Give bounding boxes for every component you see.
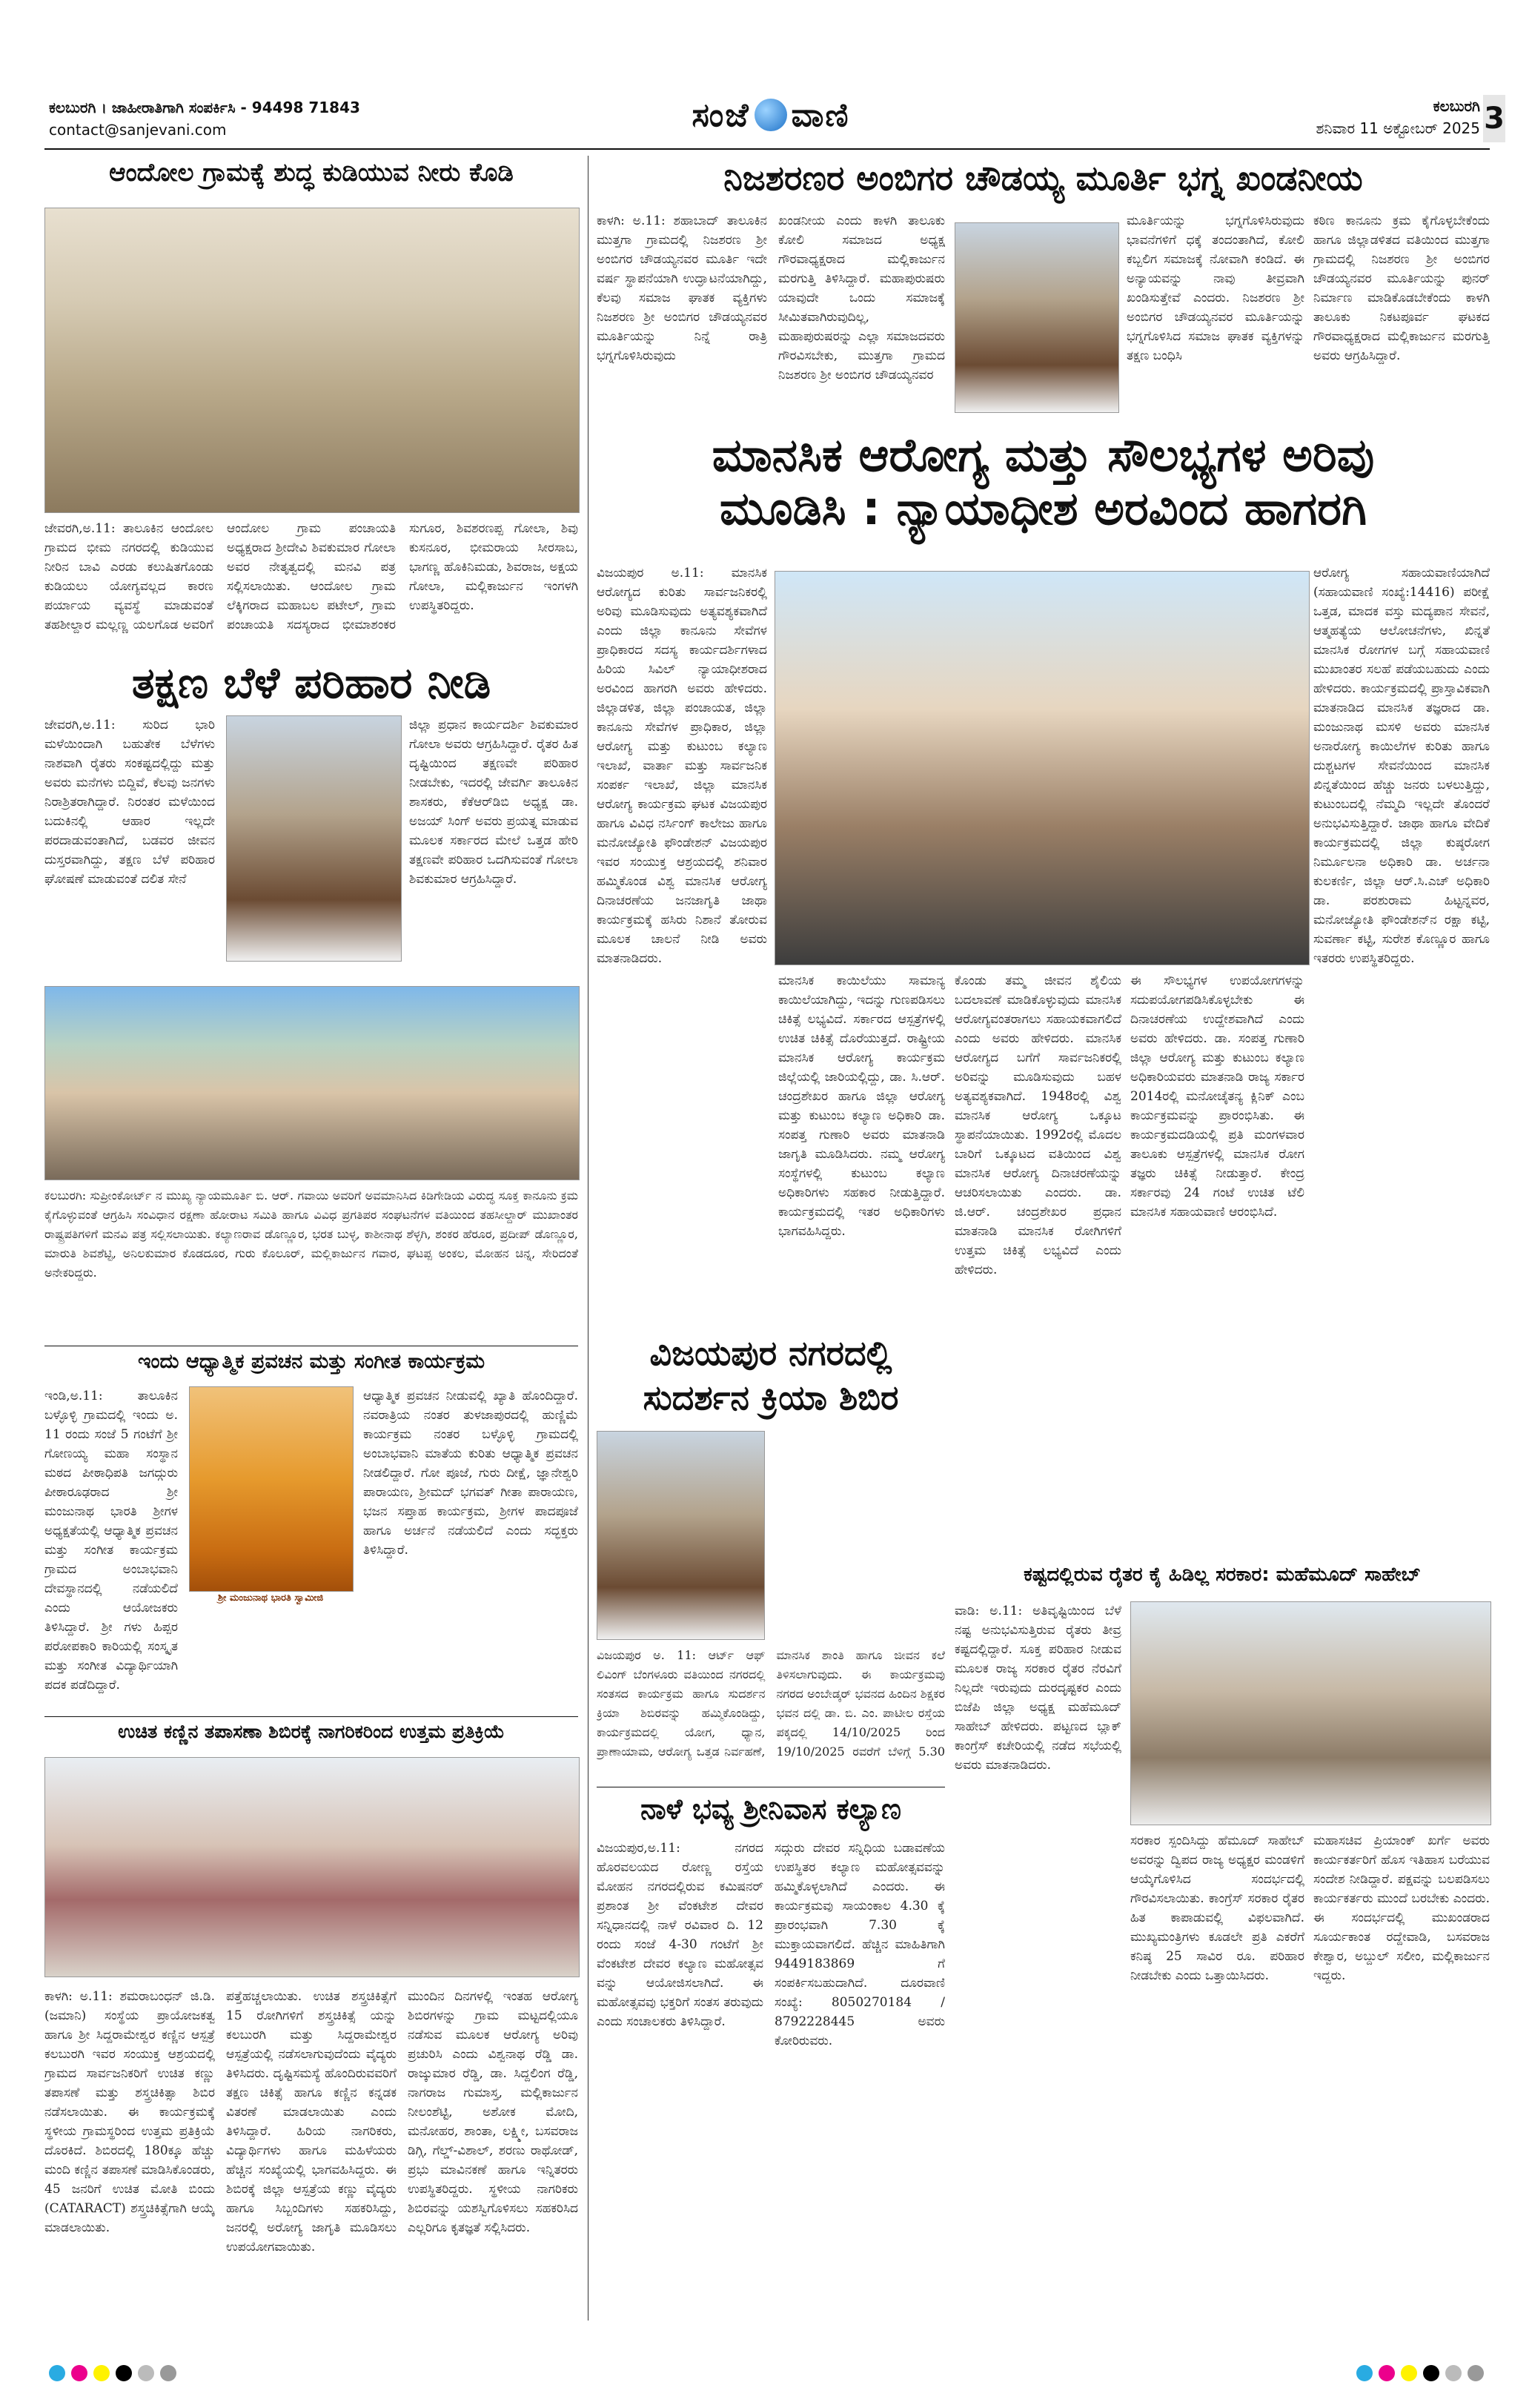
header-email: contact@sanjevani.com [49, 121, 227, 139]
statue-headline: ನಿಜಶರಣರ ಅಂಬಿಗರ ಚೌಡಯ್ಯ ಮೂರ್ತಿ ಭಗ್ನ ಖಂಡನೀಯ [723, 158, 1363, 198]
farmers-photo [1130, 1601, 1491, 1825]
black-dot [1423, 2365, 1439, 2381]
water-headline: ಆಂದೋಲ ಗ್ರಾಮಕ್ಕೆ ಶುದ್ಧ ಕುಡಿಯುವ ನೀರು ಕೊಡಿ [109, 158, 514, 188]
eye-camp-headline: ಉಚಿತ ಕಣ್ಣಿನ ತಪಾಸಣಾ ಶಿಬಿರಕ್ಕೆ ನಾಗರಿಕರಿಂದ ಉತ್ತಮ ಪ್ರತಿಕ್ರಿಯೆ [118, 1721, 505, 1742]
registration-dots-left [49, 2365, 176, 2381]
spiritual-body-right: ಆಧ್ಯಾತ್ಮಿಕ ಪ್ರವಚನ ನೀಡುವಲ್ಲಿ ಖ್ಯಾತಿ ಹೊಂದಿದ್ದಾರೆ. ನವರಾತ್ರಿಯ ನಂತರ ತುಳಜಾಪುರದಲ್ಲಿ ಹುಣ್ಣಿಮೆ ಕಾರ್ಯಕ್ರಮ ನಂತರ ಬಳ್ಳೊಳ್ಳಿ ಗ್ರಾಮದಲ್ಲಿ ಅಂಬಾಭವಾನಿ ಮಾತೆಯ ಕುರಿತು ಆಧ್ಯಾತ್ಮಿಕ ಪ್ರವಚನ ನೀಡಲಿದ್ದಾರೆ. ಗೋ ಪೂಜೆ, ಗುರು ದೀಕ್ಷೆ, ಜ್ಞಾನೇಶ್ವರಿ ಪಾರಾಯಣ, ಶ್ರೀಮದ್ ಭಗವತ್ ಗೀತಾ ಪಾರಾಯಣ, ಭಜನ ಸಪ್ತಾಹ ಕಾರ್ಯಕ್ರಮ, ಶ್ರೀಗಳ ಪಾದಪೂಜೆ ಹಾಗೂ ಅರ್ಚನೆ ನಡೆಯಲಿದೆ ಎಂದು ಸದ್ಭಕ್ತರು ತಿಳಿಸಿದ್ದಾರೆ. [363, 1389, 578, 1558]
drought-body-right: ಜಿಲ್ಲಾ ಪ್ರಧಾನ ಕಾರ್ಯದರ್ಶಿ ಶಿವಕುಮಾರ ಗೋಲಾ ಅವರು ಆಗ್ರಹಿಸಿದ್ದಾರೆ. ರೈತರ ಹಿತ ದೃಷ್ಟಿಯಿಂದ ತಕ್ಷಣವೇ ಪರಿಹಾರ ನೀಡಬೇಕು, ಇದರಲ್ಲಿ ಜೇವರ್ಗಿ ತಾಲೂಕಿನ ಶಾಸಕರು, ಕೆಕೆಆರ್‌ಡಿಬಿ ಅಧ್ಯಕ್ಷ ಡಾ. ಅಜಯ್ ಸಿಂಗ್ ಅವರು ಪ್ರಯತ್ನ ಮಾಡುವ ಮೂಲಕ ಸರ್ಕಾರದ ಮೇಲೆ ಒತ್ತಡ ಹೇರಿ ತಕ್ಷಣವೇ ಪರಿಹಾರ ಒದಗಿಸುವಂತೆ ಗೋಲಾ ಶಿವಕುಮಾರ ಆಗ್ರಹಿಸಿದ್ದಾರೆ. [409, 718, 578, 887]
eye-camp-body-col1: ಕಾಳಗಿ: ಅ.11: ಶಮರಾಬಂಧನ್ ಜಿ.ಡಿ. (ಜಮಾನಿ) ಸಂಸ್ಥೆಯ ಪ್ರಾಯೋಜಕತ್ವ ಹಾಗೂ ಶ್ರೀ ಸಿದ್ದರಾಮೇಶ್ವರ ಕಣ್ಣಿನ ಆಸ್ಪತ್ರೆ ಕಲಬುರಗಿ ಇವರ ಸಂಯುಕ್ತ ಆಶ್ರಯದಲ್ಲಿ ಗ್ರಾಮದ ಸಾರ್ವಜನಿಕರಿಗೆ ಉಚಿತ ಕಣ್ಣು ತಪಾಸಣೆ ಮತ್ತು ಶಸ್ತ್ರಚಿಕಿತ್ಸಾ ಶಿಬಿರ ನಡೆಸಲಾಯಿತು. ಈ ಕಾರ್ಯಕ್ರಮಕ್ಕೆ ಸ್ಥಳೀಯ ಗ್ರಾಮಸ್ಥರಿಂದ ಉತ್ತಮ ಪ್ರತಿಕ್ರಿಯೆ ದೊರಕಿದೆ. ಶಿಬಿರದಲ್ಲಿ 180ಕ್ಕೂ ಹೆಚ್ಚು ಮಂದಿ ಕಣ್ಣಿನ ತಪಾಸಣೆ ಮಾಡಿಸಿಕೊಂಡರು, 45 ಜನರಿಗೆ ಉಚಿತ ಮೋತಿ ಬಿಂದು (CATARACT) ಶಸ್ತ್ರಚಿಕಿತ್ಸೆಗಾಗಿ ಆಯ್ಕೆ ಮಾಡಲಾಯಿತು. [44, 1989, 215, 2235]
statue-body-col4: ಕಠಿಣ ಕಾನೂನು ಕ್ರಮ ಕೈಗೊಳ್ಳಬೇಕೆಂದು ಹಾಗೂ ಜಿಲ್ಲಾಡಳಿತದ ವತಿಯಿಂದ ಮುತ್ತಗಾ ಗ್ರಾಮದಲ್ಲಿ ನಿಜಶರಣ ಶ್ರೀ ಅಂಬಿಗರ ಚೌಡಯ್ಯನವರ ಮೂರ್ತಿಯನ್ನು ಪುನರ್ ನಿರ್ಮಾಣ ಮಾಡಿಕೊಡಬೇಕೆಂದು ಕಾಳಗಿ ತಾಲೂಕು ನಿಕಟಪೂರ್ವ ಘಟಕದ ಗೌರವಾಧ್ಯಕ್ಷರಾದ ಮಲ್ಲಿಕಾರ್ಜುನ ಮರಗುತ್ತಿ ಅವರು ಆಗ್ರಹಿಸಿದ್ದಾರೆ. [1313, 214, 1490, 363]
saint-photo [189, 1386, 354, 1592]
header-rule [44, 148, 1490, 150]
header-left [49, 96, 360, 141]
statue-portrait [955, 222, 1119, 413]
header-date: ಶನಿವಾರ 11 ಅಕ್ಟೋಬರ್ 2025 [1316, 119, 1480, 137]
mental-health-mid1: ಮಾನಸಿಕ ಕಾಯಿಲೆಯು ಸಾಮಾನ್ಯ ಕಾಯಿಲೆಯಾಗಿದ್ದು, ಇದನ್ನು ಗುಣಪಡಿಸಲು ಚಿಕಿತ್ಸೆ ಲಭ್ಯವಿದೆ. ಸರ್ಕಾರದ ಆಸ್ಪತ್ರೆಗಳಲ್ಲಿ ಉಚಿತ ಚಿಕಿತ್ಸೆ ದೊರೆಯುತ್ತದೆ. ರಾಷ್ಟ್ರೀಯ ಮಾನಸಿಕ ಆರೋಗ್ಯ ಕಾರ್ಯಕ್ರಮ ಜಿಲ್ಲೆಯಲ್ಲಿ ಜಾರಿಯಲ್ಲಿದ್ದು, ಡಾ. ಸಿ.ಆರ್. ಚಂದ್ರಶೇಖರ ಹಾಗೂ ಜಿಲ್ಲಾ ಆರೋಗ್ಯ ಮತ್ತು ಕುಟುಂಬ ಕಲ್ಯಾಣ ಅಧಿಕಾರಿ ಡಾ. ಸಂಪತ್ತ ಗುಣಾರಿ ಅವರು ಮಾತನಾಡಿ ಜಾಗೃತಿ ಮೂಡಿಸಿದರು. ನಮ್ಮ ಆರೋಗ್ಯ ಸಂಸ್ಥೆಗಳಲ್ಲಿ ಕುಟುಂಬ ಕಲ್ಯಾಣ ಅಧಿಕಾರಿಗಳು ಸಹಕಾರ ನೀಡುತ್ತಿದ್ದಾರೆ. ಕಾರ್ಯಕ್ರಮದಲ್ಲಿ ಇತರ ಅಧಿಕಾರಿಗಳು ಭಾಗವಹಿಸಿದ್ದರು. [778, 973, 945, 1239]
sudarshan-portrait [597, 1431, 765, 1640]
black-dot [116, 2365, 132, 2381]
yellow-dot [1401, 2365, 1417, 2381]
header-right [1316, 95, 1480, 139]
drought-body-left: ಜೇವರಗಿ,ಅ.11: ಸುರಿದ ಭಾರಿ ಮಳೆಯಿಂದಾಗಿ ಬಹುತೇಕ ಬೆಳೆಗಳು ನಾಶವಾಗಿ ರೈತರು ಸಂಕಷ್ಟದಲ್ಲಿದ್ದು ಮತ್ತು ಅವರು ಮನೆಗಳು ಬಿದ್ದಿವೆ, ಕೆಲವು ಜನಗಳು ನಿರಾಶ್ರಿತರಾಗಿದ್ದಾರೆ. ನಿರಂತರ ಮಳೆಯಿಂದ ಬದುಕಿನಲ್ಲಿ ಆಹಾರ ಇಲ್ಲದೇ ಪರದಾಡುವಂತಾಗಿದೆ, ಬಡವರ ಜೀವನ ದುಸ್ತರವಾಗಿದ್ದು, ತಕ್ಷಣ ಬೆಳೆ ಪರಿಹಾರ ಘೋಷಣೆ ಮಾಡುವಂತೆ ದಲಿತ ಸೇನೆ [44, 718, 215, 887]
grey-dot [1445, 2365, 1462, 2381]
mental-health-intro: ವಿಜಯಪುರ ಅ.11: ಮಾನಸಿಕ ಆರೋಗ್ಯದ ಕುರಿತು ಸಾರ್ವಜನಿಕರಲ್ಲಿ ಅರಿವು ಮೂಡಿಸುವುದು ಅತ್ಯವಶ್ಯಕವಾಗಿದೆ ಎಂದು ಜಿಲ್ಲಾ ಕಾನೂನು ಸೇವೆಗಳ ಪ್ರಾಧಿಕಾರದ ಸದಸ್ಯ ಕಾರ್ಯದರ್ಶಿಗಳಾದ ಹಿರಿಯ ಸಿವಿಲ್ ನ್ಯಾಯಾಧೀಶರಾದ ಅರವಿಂದ ಹಾಗರಗಿ ಅವರು ಹೇಳಿದರು. ಜಿಲ್ಲಾಡಳಿತ, ಜಿಲ್ಲಾ ಪಂಚಾಯತ, ಜಿಲ್ಲಾ ಕಾನೂನು ಸೇವೆಗಳ ಪ್ರಾಧಿಕಾರ, ಜಿಲ್ಲಾ ಆರೋಗ್ಯ ಮತ್ತು ಕುಟುಂಬ ಕಲ್ಯಾಣ ಇಲಾಖೆ, ವಾರ್ತಾ ಮತ್ತು ಸಾರ್ವಜನಿಕ ಸಂಪರ್ಕ ಇಲಾಖೆ, ಜಿಲ್ಲಾ ಮಾನಸಿಕ ಆರೋಗ್ಯ ಕಾರ್ಯಕ್ರಮ ಘಟಕ ವಿಜಯಪುರ ಹಾಗೂ ವಿವಿಧ ನರ್ಸಿಂಗ್ ಕಾಲೇಜು ಹಾಗೂ ಮನೋಜ್ಯೋತಿ ಫೌಂಡೇಶನ್ ವಿಜಯಪುರ ಇವರ ಸಂಯುಕ್ತ ಆಶ್ರಯದಲ್ಲಿ ಶನಿವಾರ ಹಮ್ಮಿಕೊಂಡ ವಿಶ್ವ ಮಾನಸಿಕ ಆರೋಗ್ಯ ದಿನಾಚರಣೆಯ ಜನಜಾಗೃತಿ ಜಾಥಾ ಕಾರ್ಯಕ್ರಮಕ್ಕೆ ಹಸಿರು ನಿಶಾನೆ ತೋರುವ ಮೂಲಕ ಚಾಲನೆ ನೀಡಿ ಅವರು ಮಾತನಾಡಿದರು. [597, 566, 767, 966]
rally-photo [775, 571, 1310, 965]
grey-dot [138, 2365, 154, 2381]
eye-camp-body-col3: ಮುಂದಿನ ದಿನಗಳಲ್ಲಿ ಇಂತಹ ಆರೋಗ್ಯ ಶಿಬಿರಗಳನ್ನು ಗ್ರಾಮ ಮಟ್ಟದಲ್ಲಿಯೂ ನಡೆಸುವ ಮೂಲಕ ಆರೋಗ್ಯ ಅರಿವು ಪ್ರಚುರಿಸಿ ಎಂದು ವಿಶ್ವನಾಥ ರೆಡ್ಡಿ ಡಾ. ರಾಜ್ಕುಮಾರ ರೆಡ್ಡಿ, ಡಾ. ಸಿದ್ದಲಿಂಗ ರೆಡ್ಡಿ, ನಾಗರಾಜ ಗುಮಾಸ್ತ, ಮಲ್ಲಿಕಾರ್ಜುನ ನೀಲಂಶೆಟ್ಟಿ, ಅಶೋಕ ಮೋದಿ, ಮನೋಹರ, ಶಾಂತಾ, ಲಕ್ಷ್ಮೀ, ಬಸವರಾಜ ಡಿಗ್ಗಿ, ಗೆಲ್ಡ್-ವಿಶಾಲ್, ಶರಣು ರಾಥೋಡ್, ಪ್ರಭು ಮಾವಿನಕಣೆ ಹಾಗೂ ಇನ್ನಿತರರು ಉಪಸ್ಥಿತರಿದ್ದರು. ಸ್ಥಳೀಯ ನಾಗರಿಕರು ಶಿಬಿರವನ್ನು ಯಶಸ್ವಿಗೊಳಿಸಲು ಸಹಕರಿಸಿದ ಎಲ್ಲರಿಗೂ ಕೃತಜ್ಞತೆ ಸಲ್ಲಿಸಿದರು. [408, 1989, 578, 2235]
farmers-body-col3: ಮಹಾಸಚಿವ ಪ್ರಿಯಾಂಕ್ ಖರ್ಗೆ ಅವರು ಕಾರ್ಯಕರ್ತರಿಗೆ ಹೊಸ ಇತಿಹಾಸ ಬರೆಯುವ ಸಂದೇಶ ನೀಡಿದ್ದಾರೆ. ಪಕ್ಷವನ್ನು ಬಲಪಡಿಸಲು ಕಾರ್ಯಕರ್ತರು ಮುಂದೆ ಬರಬೇಕು ಎಂದರು. ಈ ಸಂದರ್ಭದಲ್ಲಿ ಮುಖಂಡರಾದ ಸೂರ್ಯಕಾಂತ ರದ್ದೇವಾಡಿ, ಬಸವರಾಜ ಕೇಶ್ವಾರ, ಅಬ್ದುಲ್ ಸಲೀಂ, ಮಲ್ಲಿಕಾರ್ಜುನ ಇದ್ದರು. [1313, 1833, 1490, 1983]
saint-photo-caption: ಶ್ರೀ ಮಂಜುನಾಥ ಭಾರತಿ ಸ್ವಾಮೀಜಿ [217, 1592, 324, 1604]
spiritual-body-left: ಇಂಡಿ,ಅ.11: ತಾಲೂಕಿನ ಬಳ್ಳೊಳ್ಳಿ ಗ್ರಾಮದಲ್ಲಿ ಇಂದು ಅ. 11 ರಂದು ಸಂಜೆ 5 ಗಂಟೆಗೆ ಶ್ರೀ ಗೋಣಯ್ಯ ಮಹಾ ಸಂಸ್ಥಾನ ಮಠದ ಪೀಠಾಧಿಪತಿ ಜಗದ್ಗುರು ಪೀಠಾರೂಢರಾದ ಶ್ರೀ ಮಂಜುನಾಥ ಭಾರತಿ ಶ್ರೀಗಳ ಅಧ್ಯಕ್ಷತೆಯಲ್ಲಿ ಆಧ್ಯಾತ್ಮಿಕ ಪ್ರವಚನ ಮತ್ತು ಸಂಗೀತ ಕಾರ್ಯಕ್ರಮ ಗ್ರಾಮದ ಅಂಬಾಭವಾನಿ ದೇವಸ್ಥಾನದಲ್ಲಿ ನಡೆಯಲಿದೆ ಎಂದು ಆಯೋಜಕರು ತಿಳಿಸಿದ್ದಾರೆ. ಶ್ರೀ ಗಳು ಹಿಪ್ಪರ ಪರೋಪಕಾರಿ ಕಾರಿಯಲ್ಲಿ ಸಂಸ್ಕೃತ ಮತ್ತು ಸಂಗೀತ ವಿದ್ಯಾರ್ಥಿಯಾಗಿ ಪದಕ ಪಡೆದಿದ್ದಾರೆ. [44, 1389, 178, 1693]
magenta-dot [71, 2365, 87, 2381]
globe-icon [755, 99, 787, 131]
drought-portrait [226, 715, 402, 962]
srinivasa-headline: ನಾಳೆ ಭವ್ಯ ಶ್ರೀನಿವಾಸ ಕಲ್ಯಾಣ [640, 1793, 901, 1825]
magenta-dot [1379, 2365, 1395, 2381]
header-city: ಕಲಬುರಗಿ [1433, 97, 1480, 115]
srinivasa-body-col2: ಸದ್ಗುರು ದೇವರ ಸನ್ನಿಧಿಯ ಬಡಾವಣೆಯ ಉಪಸ್ಥಿತರ ಕಲ್ಯಾಣ ಮಹೋತ್ಸವವನ್ನು ಹಮ್ಮಿಕೊಳ್ಳಲಾಗಿದೆ ಎಂದರು. ಈ ಕಾರ್ಯಕ್ರಮವು ಸಾಯಂಕಾಲ 4.30 ಕ್ಕೆ ಪ್ರಾರಂಭವಾಗಿ 7.30 ಕ್ಕೆ ಮುಕ್ತಾಯವಾಗಲಿದೆ. ಹೆಚ್ಚಿನ ಮಾಹಿತಿಗಾಗಿ 9449183869 ಗೆ ಸಂಪರ್ಕಿಸಬಹುದಾಗಿದೆ. ದೂರವಾಣಿ ಸಂಖ್ಯೆ: 8050270184 / 8792228445 ಅವರು ಕೋರಿರುವರು. [775, 1841, 945, 2048]
header-contact: ಕಲಬುರಗಿ । ಜಾಹೀರಾತಿಗಾಗಿ ಸಂಪರ್ಕಿಸಿ - 94498 71843 [49, 99, 360, 116]
page-number: 3 [1483, 95, 1505, 142]
masthead-right: ವಾಣಿ [791, 96, 850, 134]
sudarshan-body: ವಿಜಯಪುರ ಅ. 11: ಆರ್ಟ್ ಆಫ್ ಲಿವಿಂಗ್ ಬೆಂಗಳೂರು ವತಿಯಿಂದ ನಗರದಲ್ಲಿ ಸಂತಸದ ಕಾರ್ಯಕ್ರಮ ಹಾಗೂ ಸುದರ್ಶನ ಕ್ರಿಯಾ ಶಿಬಿರವನ್ನು ಹಮ್ಮಿಕೊಂಡಿದ್ದು, ಕಾರ್ಯಕ್ರಮದಲ್ಲಿ ಯೋಗ, ಧ್ಯಾನ, ಪ್ರಾಣಾಯಾಮ, ಆರೋಗ್ಯ ಒತ್ತಡ ನಿರ್ವಹಣೆ, ಮಾನಸಿಕ ಶಾಂತಿ ಹಾಗೂ ಜೀವನ ಕಲೆ ತಿಳಿಸಲಾಗುವುದು. ಈ ಕಾರ್ಯಕ್ರಮವು ನಗರದ ಅಂಬೇಡ್ಕರ್ ಭವನದ ಹಿಂದಿನ ಶಿಕ್ಷಕರ ಭವನ ದಲ್ಲಿ ಡಾ. ಬಿ. ಎಂ. ಪಾಟೀಲ ರಸ್ತೆಯ ಪಕ್ಕದಲ್ಲಿ 14/10/2025 ರಿಂದ 19/10/2025 ರವರೆಗೆ ಬೆಳಿಗ್ಗೆ 5.30 [597, 1648, 945, 1759]
mental-health-side: ಆರೋಗ್ಯ ಸಹಾಯವಾಣಿಯಾಗಿದೆ (ಸಹಾಯವಾಣಿ ಸಂಖ್ಯೆ:14416) ಪರೀಕ್ಷೆ ಒತ್ತಡ, ಮಾದಕ ವಸ್ತು ಮದ್ಯಪಾನ ಸೇವನೆ, ಆತ್ಮಹತ್ಯೆಯ ಆಲೋಚನೆಗಳು, ಖಿನ್ನತೆ ಮಾನಸಿಕ ರೋಗಗಳ ಬಗ್ಗೆ ಸಹಾಯವಾಣಿ ಮುಖಾಂತರ ಸಲಹೆ ಪಡೆಯಬಹುದು ಎಂದು ಹೇಳಿದರು. ಕಾರ್ಯಕ್ರಮದಲ್ಲಿ ಪ್ರಾಸ್ತಾವಿಕವಾಗಿ ಮಾತನಾಡಿದ ಮಾನಸಿಕ ತಜ್ಞರಾದ ಡಾ. ಮಂಜುನಾಥ ಮಸಳಿ ಅವರು ಮಾನಸಿಕ ಅನಾರೋಗ್ಯ ಕಾಯಿಲೆಗಳ ಕುರಿತು ಹಾಗೂ ದುಶ್ಚಟಗಳ ಸೇವನೆಯಿಂದ ಮಾನಸಿಕ ಖಿನ್ನತೆಯಿಂದ ಹೆಚ್ಚು ಜನರು ಬಳಲುತ್ತಿದ್ದು, ಕುಟುಂಬದಲ್ಲಿ ನೆಮ್ಮದಿ ಇಲ್ಲದೇ ತೊಂದರೆ ಅನುಭವಿಸುತ್ತಿದ್ದಾರೆ. ಜಾಥಾ ಹಾಗೂ ವೇದಿಕೆ ಕಾರ್ಯಕ್ರಮದಲ್ಲಿ ಜಿಲ್ಲಾ ಕುಷ್ಠರೋಗ ನಿರ್ಮೂಲನಾ ಅಧಿಕಾರಿ ಡಾ. ಅರ್ಚನಾ ಕುಲಕರ್ಣಿ, ಜಿಲ್ಲಾ ಆರ್.ಸಿ.ಎಚ್ ಅಧಿಕಾರಿ ಡಾ. ಪರಶುರಾಮ ಹಿಟ್ಟನ್ನವರ, ಮನೋಜ್ಯೋತಿ ಫೌಂಡೇಶನ್‌ನ ರಕ್ಷಾ ಕಟ್ಟಿ, ಸುವರ್ಣಾ ಕಟ್ಟಿ, ಸುರೇಶ ಕೊಣ್ಣೂರ ಹಾಗೂ ಇತರರು ಉಪಸ್ಥಿತರಿದ್ದರು. [1313, 566, 1490, 966]
water-photo [44, 208, 580, 513]
farmers-headline: ಕಷ್ಟದಲ್ಲಿರುವ ರೈತರ ಕೈ ಹಿಡಿಲ್ಲ ಸರಕಾರ: ಮಹೆಮೂದ್ ಸಾಹೇಬ್ [1024, 1564, 1421, 1586]
statue-body-col1: ಕಾಳಗಿ: ಅ.11: ಶಹಾಬಾದ್ ತಾಲೂಕಿನ ಮುತ್ತಗಾ ಗ್ರಾಮದಲ್ಲಿ ನಿಜಶರಣ ಶ್ರೀ ಅಂಬಿಗರ ಚೌಡಯ್ಯನವರ ಮೂರ್ತಿ ಇದೇ ವರ್ಷ ಸ್ಥಾಪನೆಯಾಗಿ ಉದ್ಘಾಟನೆಯಾಗಿದ್ದು, ಕೆಲವು ಸಮಾಜ ಘಾತಕ ವ್ಯಕ್ತಿಗಳು ನಿಜಶರಣ ಶ್ರೀ ಅಂಬಿಗರ ಚೌಡಯ್ಯನವರ ಮೂರ್ತಿಯನ್ನು ನಿನ್ನೆ ರಾತ್ರಿ ಭಗ್ನಗೊಳಿಸಿರುವುದು [597, 214, 767, 363]
eye-camp-body-col2: ಪತ್ತೆಹಚ್ಚಲಾಯಿತು. ಉಚಿತ ಶಸ್ತ್ರಚಿಕಿತ್ಸೆಗೆ 15 ರೋಗಿಗಳಿಗೆ ಶಸ್ತ್ರಚಿಕಿತ್ಸೆ ಯನ್ನು ಕಲಬುರಗಿ ಮತ್ತು ಸಿದ್ದರಾಮೇಶ್ವರ ಆಸ್ಪತ್ರೆಯಲ್ಲಿ ನಡೆಸಲಾಗುವುದೆಂದು ವೈದ್ಯರು ತಿಳಿಸಿದರು. ದೃಷ್ಟಿಸಮಸ್ಯೆ ಹೊಂದಿರುವವರಿಗೆ ತಕ್ಷಣ ಚಿಕಿತ್ಸೆ ಹಾಗೂ ಕಣ್ಣಿನ ಕನ್ನಡಕ ವಿತರಣೆ ಮಾಡಲಾಯಿತು ಎಂದು ತಿಳಿಸಿದ್ದಾರೆ. ಹಿರಿಯ ನಾಗರಿಕರು, ವಿದ್ಯಾರ್ಥಿಗಳು ಹಾಗೂ ಮಹಿಳೆಯರು ಹೆಚ್ಚಿನ ಸಂಖ್ಯೆಯಲ್ಲಿ ಭಾಗವಹಿಸಿದ್ದರು. ಈ ಶಿಬಿರಕ್ಕೆ ಜಿಲ್ಲಾ ಆಸ್ಪತ್ರೆಯ ಕಣ್ಣು ವೈದ್ಯರು ಹಾಗೂ ಸಿಬ್ಬಂದಿಗಳು ಸಹಕರಿಸಿದ್ದು, ಜನರಲ್ಲಿ ಅರೋಗ್ಯ ಜಾಗೃತಿ ಮೂಡಿಸಲು ಉಪಯೋಗವಾಯಿತು. [226, 1989, 397, 2255]
cyan-dot [1356, 2365, 1373, 2381]
farmers-body-col2: ಸರಕಾರ ಸ್ಪಂದಿಸಿದ್ದು ಹೆಮೂದ್ ಸಾಹೇಬ್ ಅವರನ್ನು ದ್ವಿಪದ ರಾಜ್ಯ ಅಧ್ಯಕ್ಷರ ಮಂಡಳಿಗೆ ಆಯ್ಕೆಗೊಳಿಸಿದ ಸಂದರ್ಭದಲ್ಲಿ ಗೌರವಿಸಲಾಯಿತು. ಕಾಂಗ್ರೆಸ್ ಸರಕಾರ ರೈತರ ಹಿತ ಕಾಪಾಡುವಲ್ಲಿ ವಿಫಲವಾಗಿದೆ. ಮುಖ್ಯಮಂತ್ರಿಗಳು ಕೂಡಲೇ ಪ್ರತಿ ಎಕರೆಗೆ ಕನಿಷ್ಠ 25 ಸಾವಿರ ರೂ. ಪರಿಹಾರ ನೀಡಬೇಕು ಎಂದು ಒತ್ತಾಯಿಸಿದರು. [1130, 1833, 1304, 1983]
water-body: ಜೇವರಗಿ,ಅ.11: ತಾಲೂಕಿನ ಆಂದೋಲ ಗ್ರಾಮದ ಭೀಮ ನಗರದಲ್ಲಿ ಕುಡಿಯುವ ನೀರಿನ ಬಾವಿ ಎರಡು ಕಲುಷಿತಗೊಂಡು ಕುಡಿಯಲು ಯೋಗ್ಯವಲ್ಲದ ಕಾರಣ ಪರ್ಯಾಯ ವ್ಯವಸ್ಥೆ ಮಾಡುವಂತೆ ತಹಶೀಲ್ದಾರ ಮಲ್ಲಣ್ಣ ಯಲಗೊಡ ಅವರಿಗೆ ಆಂದೋಲ ಗ್ರಾಮ ಪಂಚಾಯತಿ ಅಧ್ಯಕ್ಷರಾದ ಶ್ರೀದೇವಿ ಶಿವಕುಮಾರ ಗೋಲಾ ಅವರ ನೇತೃತ್ವದಲ್ಲಿ ಮನವಿ ಪತ್ರ ಸಲ್ಲಿಸಲಾಯಿತು. ಆಂದೋಲ ಗ್ರಾಮ ಲೆಕ್ಕಿಗರಾದ ಮಹಾಬಲ ಪಟೇಲ್, ಗ್ರಾಮ ಪಂಚಾಯತಿ ಸದಸ್ಯರಾದ ಭೀಮಾಶಂಕರ ಸುಗೂರ, ಶಿವಶರಣಪ್ಪ ಗೋಲಾ, ಶಿವು ಕುಸನೂರ, ಭೀಮರಾಯ ಸೀರಸಾಬ, ಭಾಗಣ್ಣ ಹೊಕಿನಿಮಡು, ಶಿವರಾಜ, ಅಕ್ಷಯ ಗೋಲಾ, ಮಲ್ಲಿಕಾರ್ಜುನ ಇಂಗಳಗಿ ಉಪಸ್ಥಿತರಿದ್ದರು. [44, 521, 578, 632]
protest-photo [44, 986, 580, 1180]
farmers-body-col1: ವಾಡಿ: ಅ.11: ಅತಿವೃಷ್ಟಿಯಿಂದ ಬೆಳೆ ನಷ್ಟ ಅನುಭವಿಸುತ್ತಿರುವ ರೈತರು ತೀವ್ರ ಕಷ್ಟದಲ್ಲಿದ್ದಾರೆ. ಸೂಕ್ತ ಪರಿಹಾರ ನೀಡುವ ಮೂಲಕ ರಾಜ್ಯ ಸರಕಾರ ರೈತರ ನೆರವಿಗೆ ನಿಲ್ಲದೇ ಇರುವುದು ದುರದೃಷ್ಟಕರ ಎಂದು ಬಿಜೆಪಿ ಜಿಲ್ಲಾ ಅಧ್ಯಕ್ಷ ಮಹೆಮೂದ್ ಸಾಹೇಬ್ ಹೇಳಿದರು. ಪಟ್ಟಣದ ಬ್ಲಾಕ್ ಕಾಂಗ್ರೆಸ್ ಕಚೇರಿಯಲ್ಲಿ ನಡೆದ ಸಭೆಯಲ್ಲಿ ಅವರು ಮಾತನಾಡಿದರು. [955, 1604, 1121, 1773]
dark-grey-dot [160, 2365, 176, 2381]
srinivasa-body-col1: ವಿಜಯಪುರ,ಅ.11: ನಗರದ ಹೊರವಲಯದ ರೋಣ್ಣ ರಸ್ತೆಯ ಮೋಹನ ನಗರದಲ್ಲಿರುವ ಕಮಿಷನರ್ ಪ್ರಶಾಂತ ಶ್ರೀ ವೆಂಕಟೇಶ ದೇವರ ಸನ್ನಿಧಾನದಲ್ಲಿ ನಾಳೆ ರವಿವಾರ ದಿ. 12 ರಂದು ಸಂಜೆ 4-30 ಗಂಟೆಗೆ ಶ್ರೀ ವೆಂಕಟೇಶ ದೇವರ ಕಲ್ಯಾಣ ಮಹೋತ್ಸವ ವನ್ನು ಆಯೋಜಿಸಲಾಗಿದೆ. ಈ ಮಹೋತ್ಸವವು ಭಕ್ತರಿಗೆ ಸಂತಸ ತರುವುದು ಎಂದು ಸಂಚಾಲಕರು ತಿಳಿಸಿದ್ದಾರೆ. [597, 1841, 763, 2029]
eye-camp-rule [44, 1716, 578, 1717]
mental-health-mid2: ಕೊಂಡು ತಮ್ಮ ಜೀವನ ಶೈಲಿಯ ಬದಲಾವಣೆ ಮಾಡಿಕೊಳ್ಳುವುದು ಮಾನಸಿಕ ಆರೋಗ್ಯವಂತರಾಗಲು ಸಹಾಯಕವಾಗಲಿದೆ ಎಂದು ಅವರು ಹೇಳಿದರು. ಮಾನಸಿಕ ಆರೋಗ್ಯದ ಬಗೆಗೆ ಸಾರ್ವಜನಿಕರಲ್ಲಿ ಅರಿವನ್ನು ಮೂಡಿಸುವುದು ಬಹಳ ಅತ್ಯವಶ್ಯಕವಾಗಿದೆ. 1948ರಲ್ಲಿ ವಿಶ್ವ ಮಾನಸಿಕ ಆರೋಗ್ಯ ಒಕ್ಕೂಟ ಸ್ಥಾಪನೆಯಾಯಿತು. 1992ರಲ್ಲಿ ಮೊದಲ ಬಾರಿಗೆ ಒಕ್ಕೂಟದ ವತಿಯಿಂದ ವಿಶ್ವ ಮಾನಸಿಕ ಆರೋಗ್ಯ ದಿನಾಚರಣೆಯನ್ನು ಆಚರಿಸಲಾಯಿತು ಎಂದರು. ಡಾ. ಜಿ.ಆರ್. ಚಂದ್ರಶೇಖರ ಪ್ರಧಾನ ಮಾತನಾಡಿ ಮಾನಸಿಕ ರೋಗಿಗಳಿಗೆ ಉತ್ತಮ ಚಿಕಿತ್ಸೆ ಲಭ್ಯವಿದೆ ಎಂದು ಹೇಳಿದರು. [955, 973, 1121, 1277]
sudarshan-headline-1: ವಿಜಯಪುರ ನಗರದಲ್ಲಿ [649, 1333, 892, 1373]
drought-headline: ತಕ್ಷಣ ಬೆಳೆ ಪರಿಹಾರ ನೀಡಿ [131, 658, 491, 708]
masthead [563, 89, 978, 141]
eye-camp-photo [44, 1757, 580, 1977]
mental-health-headline-2: ಮೂಡಿಸಿ : ನ್ಯಾಯಾಧೀಶ ಅರವಿಂದ ಹಾಗರಗಿ [720, 481, 1367, 535]
mental-health-headline-1: ಮಾನಸಿಕ ಆರೋಗ್ಯ ಮತ್ತು ಸೌಲಭ್ಯಗಳ ಅರಿವು [712, 428, 1375, 482]
protest-caption: ಕಲಬುರಗಿ: ಸುಪ್ರೀಂಕೋರ್ಟ್ ನ ಮುಖ್ಯ ನ್ಯಾಯಮೂರ್ತಿ ಬಿ. ಆರ್. ಗವಾಯಿ ಅವರಿಗೆ ಅವಮಾನಿಸಿದ ಕಿಡಿಗೇಡಿಯ ವಿರುದ್ಧ ಸೂಕ್ತ ಕಾನೂನು ಕ್ರಮ ಕೈಗೊಳ್ಳುವಂತೆ ಆಗ್ರಹಿಸಿ ಸಂವಿಧಾನ ರಕ್ಷಣಾ ಹೋರಾಟ ಸಮಿತಿ ಹಾಗೂ ವಿವಿಧ ಪ್ರಗತಿಪರ ಸಂಘಟನೆಗಳ ವತಿಯಿಂದ ತಹಸೀಲ್ದಾರ್ ಮುಖಾಂತರ ರಾಷ್ಟ್ರಪತಿಗಳಿಗೆ ಮನವಿ ಪತ್ರ ಸಲ್ಲಿಸಲಾಯಿತು. ಕಲ್ಯಾಣರಾವ ಡೊಣ್ಣೂರ, ಭರತ ಬುಳ್ಳ, ಕಾಶೀನಾಥ ಶೆಳ್ಳಗಿ, ಶಂಕರ ಹೆರೂರ, ಪ್ರದೀಪ್ ಡೊಣ್ಣೂರ, ಮಾರುತಿ ಶಿವಶೆಟ್ಟಿ, ಅನಿಲಕುಮಾರ ಕೊಡದೂರ, ಗುರು ಕೊಲೂರ್, ಮಲ್ಲಿಕಾರ್ಜುನ ಗವಾರ, ಘಟಪ್ಪ ಅಂಕಲ, ಮೋಹನ ಚಿನ್ನ, ಸೇರಿದಂತೆ ಅನೇಕರಿದ್ದರು. [44, 1188, 578, 1280]
mental-health-mid3: ಈ ಸೌಲಭ್ಯಗಳ ಉಪಯೋಗಗಳನ್ನು ಸದುಪಯೋಗಪಡಿಸಿಕೊಳ್ಳಬೇಕು ಈ ದಿನಾಚರಣೆಯ ಉದ್ದೇಶವಾಗಿದೆ ಎಂದು ಅವರು ಹೇಳಿದರು. ಡಾ. ಸಂಪತ್ತ ಗುಣಾರಿ ಜಿಲ್ಲಾ ಆರೋಗ್ಯ ಮತ್ತು ಕುಟುಂಬ ಕಲ್ಯಾಣ ಅಧಿಕಾರಿಯವರು ಮಾತನಾಡಿ ರಾಜ್ಯ ಸರ್ಕಾರ 2014ರಲ್ಲಿ ಮನೋಚೈತನ್ಯ ಕ್ಲಿನಿಕ್ ಎಂಬ ಕಾರ್ಯಕ್ರಮವನ್ನು ಪ್ರಾರಂಭಿಸಿತು. ಈ ಕಾರ್ಯಕ್ರಮದಡಿಯಲ್ಲಿ ಪ್ರತಿ ಮಂಗಳವಾರ ತಾಲೂಕು ಆಸ್ಪತ್ರೆಗಳಲ್ಲಿ ಮಾನಸಿಕ ರೋಗ ತಜ್ಞರು ಚಿಕಿತ್ಸೆ ನೀಡುತ್ತಾರೆ. ಕೇಂದ್ರ ಸರ್ಕಾರವು 24 ಗಂಟೆ ಉಚಿತ ಟೆಲಿ ಮಾನಸಿಕ ಸಹಾಯವಾಣಿ ಆರಂಭಿಸಿದೆ. [1130, 973, 1304, 1220]
registration-dots-right [1356, 2365, 1484, 2381]
sudarshan-headline-2: ಸುದರ್ಶನ ಕ್ರಿಯಾ ಶಿಬಿರ [643, 1377, 899, 1418]
spiritual-headline: ಇಂದು ಆಧ್ಯಾತ್ಮಿಕ ಪ್ರವಚನ ಮತ್ತು ಸಂಗೀತ ಕಾರ್ಯಕ್ರಮ [137, 1350, 485, 1373]
statue-body-col2: ಖಂಡನೀಯ ಎಂದು ಕಾಳಗಿ ತಾಲೂಕು ಕೋಲಿ ಸಮಾಜದ ಅಧ್ಯಕ್ಷ ಗೌರವಾಧ್ಯಕ್ಷರಾದ ಮಲ್ಲಿಕಾರ್ಜುನ ಮರಗುತ್ತಿ ತಿಳಿಸಿದ್ದಾರೆ. ಮಹಾಪುರುಷರು ಯಾವುದೇ ಒಂದು ಸಮಾಜಕ್ಕೆ ಸೀಮಿತವಾಗಿರುವುದಿಲ್ಲ, ಮಹಾಪುರುಷರನ್ನು ಎಲ್ಲಾ ಸಮಾಜದವರು ಗೌರವಿಸಬೇಕು, ಮುತ್ತಗಾ ಗ್ರಾಮದ ನಿಜಶರಣ ಶ್ರೀ ಅಂಬಿಗರ ಚೌಡಯ್ಯನವರ [778, 214, 945, 383]
yellow-dot [93, 2365, 110, 2381]
dark-grey-dot [1468, 2365, 1484, 2381]
statue-body-col3: ಮೂರ್ತಿಯನ್ನು ಭಗ್ನಗೊಳಿಸಿರುವುದು ಭಾವನೆಗಳಿಗೆ ಧಕ್ಕೆ ತಂದಂತಾಗಿದೆ, ಕೋಲಿ ಕಬ್ಬಲಿಗ ಸಮಾಜಕ್ಕೆ ನೋವಾಗಿ ಕಂಡಿದೆ. ಈ ಅನ್ಯಾಯವನ್ನು ನಾವು ತೀವ್ರವಾಗಿ ಖಂಡಿಸುತ್ತೇವೆ ಎಂದರು. ನಿಜಶರಣ ಶ್ರೀ ಅಂಬಿಗರ ಚೌಡಯ್ಯನವರ ಮೂರ್ತಿಯನ್ನು ಭಗ್ನಗೊಳಿಸಿದ ಸಮಾಜ ಘಾತಕ ವ್ಯಕ್ತಿಗಳನ್ನು ತಕ್ಷಣ ಬಂಧಿಸಿ [1127, 214, 1304, 363]
cyan-dot [49, 2365, 65, 2381]
masthead-left: ಸಂಜೆ [692, 96, 750, 134]
